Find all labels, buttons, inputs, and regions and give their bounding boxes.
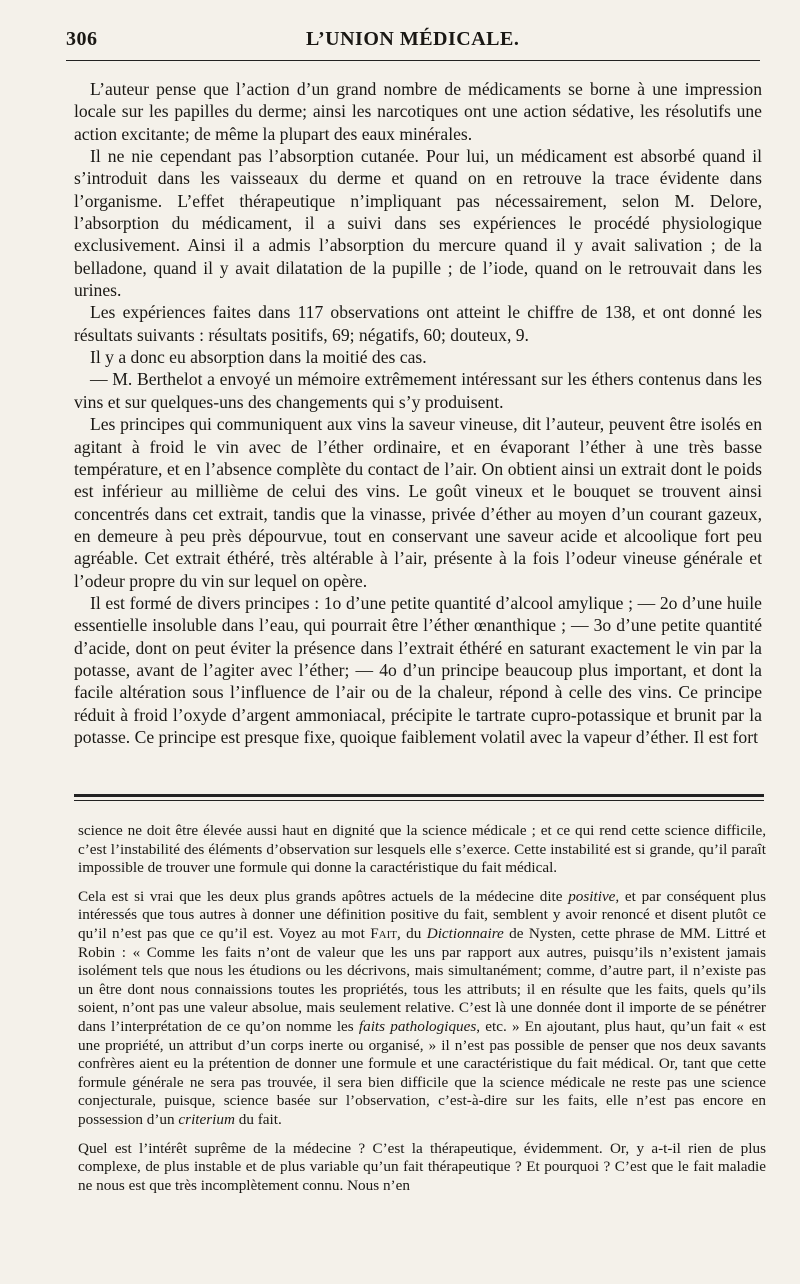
text-run: Cela est si vrai que les deux plus grands apôtres actuels de la médecine dite (78, 887, 569, 905)
italic-text: positive, (568, 887, 620, 905)
separator-thin-rule (74, 800, 764, 801)
feuilleton-text (78, 822, 766, 1195)
small-caps-text: Fait (370, 924, 398, 942)
italic-text: criterium (178, 1110, 235, 1128)
paragraph (78, 888, 766, 1130)
running-header (66, 28, 760, 54)
feuilleton-separator (74, 794, 764, 804)
text-run: , etc. » En ajoutant, plus haut, qu’un fait « est une propriété, un attribut d’un corps inerte ou organisé, » il n’est pas possible de penser que nos deux savants confrères aient eu la prétention de donner une formule et une caractéristique du fait médical. Or, tant que cette formule générale ne sera pas trouvée, il sera bien difficile que la science médicale ne reste pas une science conjecturale, puisque, science basée sur l’observation, c’est-à-dire sur les faits, elle n’est pas encore en possession d’un (78, 1017, 766, 1128)
italic-text: faits pathologiques (358, 1017, 477, 1035)
paragraph: L’auteur pense que l’action d’un grand nombre de médicaments se borne à une impression locale sur les papilles du derme; ainsi les narcotiques ont une action sédative, les résolutifs une action excitante; de même la plupart des eaux minérales. (74, 79, 762, 144)
paragraph: Il y a donc eu absorption dans la moitié des cas. (90, 347, 427, 368)
journal-title: L’UNION MÉDICALE. (306, 28, 520, 50)
paragraph: science ne doit être élevée aussi haut en dignité que la science médicale ; et ce qui rend cette science difficile, c’est l’instabilité des éléments d’observation sur lesquels elle s’exerce. Cette instabilité est si grande, qu’il paraît impossible de trouver une formule qui donne la caractéristique du fait médical. (78, 822, 766, 877)
paragraph: Il est formé de divers principes : 1o d’une petite quantité d’alcool amylique ; — 2o d’une huile essentielle insoluble dans l’eau, qui pourrait être l’éther œnanthique ; — 3o d’une petite quantité d’acide, dont on peut éviter la présence dans l’extrait éthéré en saturant exactement le vin par la potasse, avant de l’agiter avec l’éther; — 4o d’un principe beaucoup plus important, et dont la facile altération sous l’influence de l’air ou de la chaleur, répond à celle des vins. Ce principe réduit à froid l’oxyde d’argent ammoniacal, précipite le tartrate cupro-potassique et brunit par la potasse. Ce principe est presque fixe, quoique faiblement volatil avec la vapeur d’éther. Il est fort (74, 592, 762, 747)
paragraph: Quel est l’intérêt suprême de la médecine ? C’est la thérapeutique, évidemment. Or, y a-t-il rien de plus complexe, de plus instable et de plus variable qu’un fait thérapeutique ? Et pourquoi ? C’est que le fait maladie ne nous est que très incomplètement connu. Nous n’en (78, 1139, 766, 1194)
paragraph: Il ne nie cependant pas l’absorption cutanée. Pour lui, un médicament est absorbé quand il s’introduit dans les vaisseaux du derme et quand on en retrouve la trace évidente dans l’organisme. L’effet thérapeutique n’impliquant pas nécessairement, selon M. Delore, l’absorption du médicament, il a suivi dans ses expériences le procédé physiologique exclusivement. Ainsi il a admis l’absorption du mercure quand il y avait salivation ; de la belladone, quand il y avait dilatation de la pupille ; de l’iode, quand on le retrouvait dans les urines. (74, 146, 762, 301)
italic-text: Dictionnaire (426, 924, 504, 942)
text-run: du fait. (234, 1110, 282, 1128)
main-text (74, 78, 762, 748)
header-rule (66, 60, 760, 61)
text-run: et par conséquent plus intéressés que tous autres à donner une définition positive du fait, semblent y avoir renoncé et disent plutôt ce qu’il n’est pas que ce qu’il est. Voyez au mot (78, 887, 766, 942)
page-number: 306 (66, 28, 98, 50)
text-run: , du (397, 924, 427, 942)
paragraph: — M. Berthelot a envoyé un mémoire extrêmement intéressant sur les éthers contenus dans les vins et sur quelques-uns des changements qui s’y produisent. (74, 369, 762, 412)
paragraph: Les expériences faites dans 117 observations ont atteint le chiffre de 138, et ont donné les résultats suivants : résultats positifs, 69; négatifs, 60; douteux, 9. (74, 302, 762, 345)
paragraph: Les principes qui communiquent aux vins la saveur vineuse, dit l’auteur, peuvent être isolés en agitant à froid le vin avec de l’éther ordinaire, et en évaporant l’éther à une très basse température, et en l’absence complète du contact de l’air. On obtient ainsi un extrait dont le poids est inférieur au millième de celui des vins. Le goût vineux et le bouquet se trouvent ainsi concentrés dans cet extrait, tandis que la vinasse, privée d’éther au moyen d’un courant gazeux, en demeure à peu près dépourvue, tout en conservant une saveur acide et alcoolique fort peu agréable. Cet extrait éthéré, très altérable à l’air, présente à la fois l’odeur vineuse générale et l’odeur propre du vin sur lequel on opère. (74, 414, 762, 591)
text-run: de Nysten, cette phrase de MM. Littré et Robin : « Comme les faits n’ont de valeur que les uns par rapport aux autres, puisqu’ils n’existent jamais isolément tels que nous les étudions ou les décrivons, mais simultanément; comme, d’autre part, il n’existe pas un être dont nous connaissions toutes les propriétés, tous les attributs; il en résulte que les faits, quels qu’ils soient, n’ont pas une valeur absolue, mais seulement relative. C’est là une donnée dont il importe de se pénétrer dans l’interprétation de ce qu’on nomme les (78, 924, 767, 1035)
separator-thick-rule (74, 794, 764, 797)
